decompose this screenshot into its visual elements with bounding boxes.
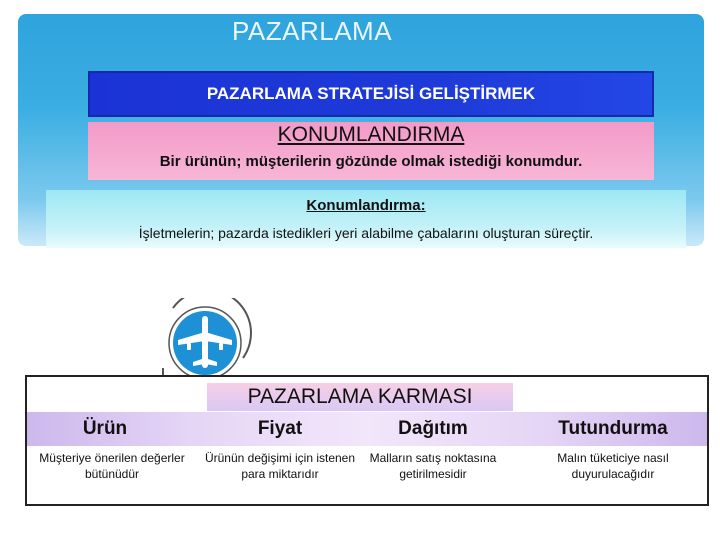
mix-heading-distribution: Dağıtım (398, 418, 468, 439)
definition-text: İşletmelerin; pazarda istedikleri yeri alabilme çabalarını oluşturan süreçtir. (138, 225, 594, 241)
mix-heading-price: Fiyat (257, 418, 303, 439)
mix-text-promotion: Malın tüketiciye nasıl duyurulacağıdır (557, 451, 669, 481)
mix-heading-promotion: Tutundurma (558, 418, 668, 439)
strategy-label: PAZARLAMA STRATEJİSİ GELİŞTİRMEK (206, 84, 536, 103)
mix-text-product: Müşteriye önerilen değerler bütünüdür (39, 451, 185, 481)
page-title: PAZARLAMA (232, 16, 393, 46)
mix-text-distribution: Malların satış noktasına getirilmesidir (369, 451, 497, 481)
mix-heading-product: Ürün (82, 418, 128, 439)
marketing-mix-title: PAZARLAMA KARMASI (207, 383, 513, 411)
definition-title: Konumlandırma: (306, 197, 426, 214)
positioning-title: KONUMLANDIRMA (277, 123, 465, 146)
mix-text-price: Ürünün değişimi için istenen para miktarıdır (204, 451, 356, 481)
positioning-description: Bir ürünün; müşterilerin gözünde olmak istediği konumdur. (159, 153, 583, 170)
